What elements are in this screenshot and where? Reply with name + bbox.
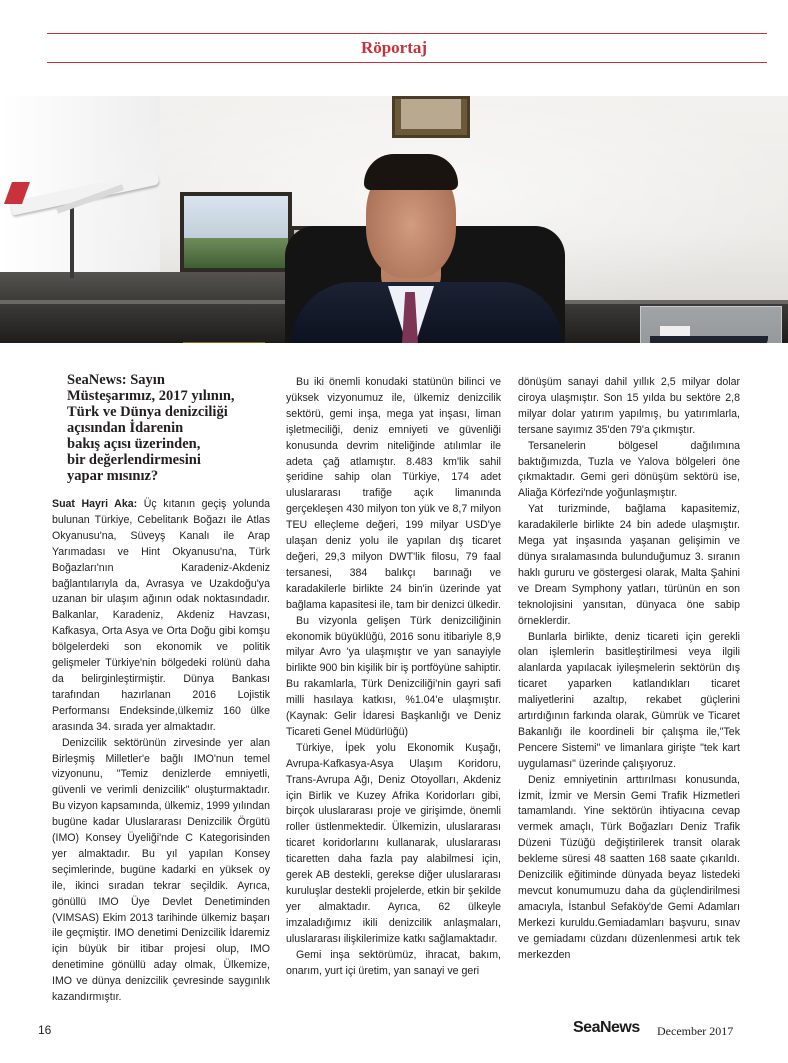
model-truck-container <box>183 342 265 343</box>
magazine-logo: SeaNews <box>573 1019 640 1036</box>
body-paragraph: Gemi inşa sektörümüz, ihracat, bakım, onarım, yurt içi üretim, yan sanayi ve geri <box>286 948 501 977</box>
article-column-2 <box>286 375 501 979</box>
article-column-3 <box>518 375 740 964</box>
body-paragraph: Deniz emniyetinin arttırılması konusunda, İzmit, İzmir ve Mersin Gemi Trafik Hizmetleri tamamlandı. Yine sektörün ihtiyacına cevap vermek amaçlı, Türk Boğazları Deniz Trafik Düzeni Tüzüğü değiştirilerek transit olarak bekleme süresi 48 saatten 168 saate çıkarıldı. Denizcilik eğitiminde dünyada beyaz listedeki mevcut konumumuzu daha da güçlendirilmesi amacıyla, İstanbul Sefaköy'de Gemi Adamları Merkezi kuruldu.Gemiadamları başvuru, sınav ve gemiadamı cüzdanı düzenlenmesi artık tek merkezden <box>518 773 740 961</box>
interview-question: SeaNews: Sayın Müsteşarımız, 2017 yılının, Türk ve Dünya denizciliği açısından İdarenin bakış açısı üzerinden, bir değerlendirmesini yapar mısınız? <box>67 372 235 484</box>
body-paragraph: Suat Hayri Aka: Üç kıtanın geçiş yolunda bulunan Türkiye, Cebelitarık Boğazı ile Atlas Okyanusu'na, Süveyş Kanalı ile Arap Yarımadası ve Hint Okyanusu'na, Türk Boğazları'nın Karadeniz-Akdeniz bağlantılarıyla da, Avrasya ve Uzakdoğu'ya uzanan bir ulaşım ağının odak noktasındadır. Balkanlar, Karadeniz, Akdeniz Havzası, Kafkasya, Orta Asya ve Orta Doğu gibi komşu bölgelerdeki son ekonomik ve politik gelişmeler Türkiye'nin bölgedeki rolünü daha da belirginleştirmiştir. Dünya Bankası tarafından hazırlanan 2016 Lojistik Performansı Endeksinde,ülkemiz 160 ülke arasında 34. sırada yer almaktadır. <box>52 498 270 733</box>
header-rule-bottom <box>47 62 767 63</box>
body-paragraph: Bu vizyonla gelişen Türk denizciliğinin ekonomik büyüklüğü, 2016 sonu itibariyle 8,9 milyar Avro 'ya ulaşmıştır ve yan sanayiyle birlikte 900 bin kişilik bir iş portföyüne sahiptir. Bu rakamlarla, Türk Denizciliği'nin gayri safi milli hasılaya katkısı, %1.04'e ulaşmıştır. (Kaynak: Gelir İdaresi Başkanlığı ve Deniz Ticareti Genel Müdürlüğü) <box>286 614 501 738</box>
issue-date: December 2017 <box>657 1024 734 1038</box>
body-paragraph: Yat turizminde, bağlama kapasitemiz, karadakilerle birlikte 24 bin adede ulaşmıştır. Mega yat inşasında yaşanan gelişimin ve dünya sıralamasında bulunduğumuz 3. sıranın haklı gururu ve göstergesi olarak, Malta Şahini ve Dream Symphony yatları, türünün en son teknolojisini yansıtan, dünyaca öne sabip örneklerdir. <box>518 503 740 627</box>
body-paragraph: dönüşüm sanayi dahil yıllık 2,5 milyar dolar ciroya ulaşmıştır. Son 15 yılda bu sektöre 2,8 milyar dolar yatırım yapılmış, bu yatırımlarla, tersane sayımız 35'den 79'a çıkmıştır. <box>518 376 740 436</box>
wall-portrait-frame <box>392 96 470 138</box>
body-paragraph: Türkiye, İpek yolu Ekonomik Kuşağı, Avrupa-Kafkasya-Asya Ulaşım Koridoru, Trans-Avrupa Ağı, Deniz Otoyolları, Akdeniz için Birlik ve Kuzey Afrika Koridorları gibi, birçok uluslararası proje ve girişimde, önemli roller üstlenmektedir. Ülkemizin, uluslararası ticaret koridorlarını kullanarak, uluslararası ticaretten daha fazla pay alabilmesi için, gerek AB destekli, gerekse diğer uluslararası kuruluşlar destekli projelerde, etkin bir şekilde yer almaktadır. Ayrıca, 62 ülkeyle imzaladığımız ikili denizcilik anlaşmaları, uluslararası ilişkilerimize katkı sağlamaktadır. <box>286 741 501 945</box>
sideboard <box>0 272 300 302</box>
model-plane-stand <box>70 208 74 278</box>
model-ship <box>650 336 768 343</box>
landscape-picture-frame <box>180 192 292 272</box>
body-paragraph: Denizcilik sektörünün zirvesinde yer alan Birleşmiş Milletler'e bağlı IMO'nun temel vizyonunu, "Temiz denizlerde emniyetli, güvenli ve verimli denizcilik" oluşturmaktadır. Bu vizyon kapsamında, ülkemiz, 1999 yılından bugüne kadar Uluslararası Denizcilik Örgütü (IMO) Konsey Üyeliği'nde C Kategorisinden yer almaktadır. Bu yıl yapılan Konsey seçimlerinde, bugüne kadarki en yüksek oy ile, ikinci sıradan tekrar seçildik. Ayrıca, gönüllü IMO Üye Devlet Denetiminden (VIMSAS) Ekim 2013 tarihinde ülkemiz başarı ile geçmiştir. IMO denetimi Denizcilik İdaremiz için büyük bir itibar projesi olup, IMO denetimine gönüllü aday olmak, Ülkemize, IMO ve dünya denizcilik çevresinde saygınlık kazandırmıştır. <box>52 736 270 1004</box>
body-paragraph: Tersanelerin bölgesel dağılımına baktığımızda, Tuzla ve Yalova bölgeleri öne çıkmaktadır. Gemi geri dönüşüm sektörü ise, Aliağa Körfezi'nde yoğunlaşmıştır. <box>518 439 740 500</box>
speaker-name: Suat Hayri Aka: <box>52 498 138 510</box>
body-paragraph: Bu iki önemli konudaki statünün bilinci ve yüksek vizyonumuz ile, ülkemiz denizcilik sektörü, gemi inşa, mega yat inşası, liman işletmeciliği, deniz emniyeti ve güvenliği konusunda devrim niteliğinde atılımlar ile adeta çağ atlamıştır. 8.483 km'lik sahil şeridine sahip olan Türkiye, 174 adet uluslararası trafiğe açık limanında gerçekleşen 430 milyon ton yük ve 8,7 milyon TEU elleçleme değeri, 199 milyar USD'ye ulaşan deniz yolu ile yapılan dış ticaret değeri, 29,3 milyon DWT'lik filosu, 79 faal tersanesi, 384 balıkçı barınağı ve karadakilerle birlikte 24 bin'in üzerinde yat bağlama kapasitesi ile, tam bir denizci ülkedir. <box>286 376 501 611</box>
page-number: 16 <box>38 1023 52 1037</box>
body-paragraph: Bunlarla birlikte, deniz ticareti için gerekli olan işlemlerin basitleştirilmesi veya ilgili alanlarda yapılacak iyileşmelerin sektörün dış ticaret yaparken katlandıkları ticaret maliyetlerini azaltıp, rekabet güçlerini artırdığının farkında olarak, Gümrük ve Ticaret Bakanlığı ile koordineli bir çalışma ile,"Tek Pencere Sistemi" ve limanlara girişte "tek kart uygulaması" üzerinde çalışıyoruz. <box>518 630 740 770</box>
article-column-1 <box>52 497 270 1006</box>
header-rule-top <box>47 33 767 34</box>
section-title: Röportaj <box>360 38 428 57</box>
interview-photo <box>0 96 788 343</box>
